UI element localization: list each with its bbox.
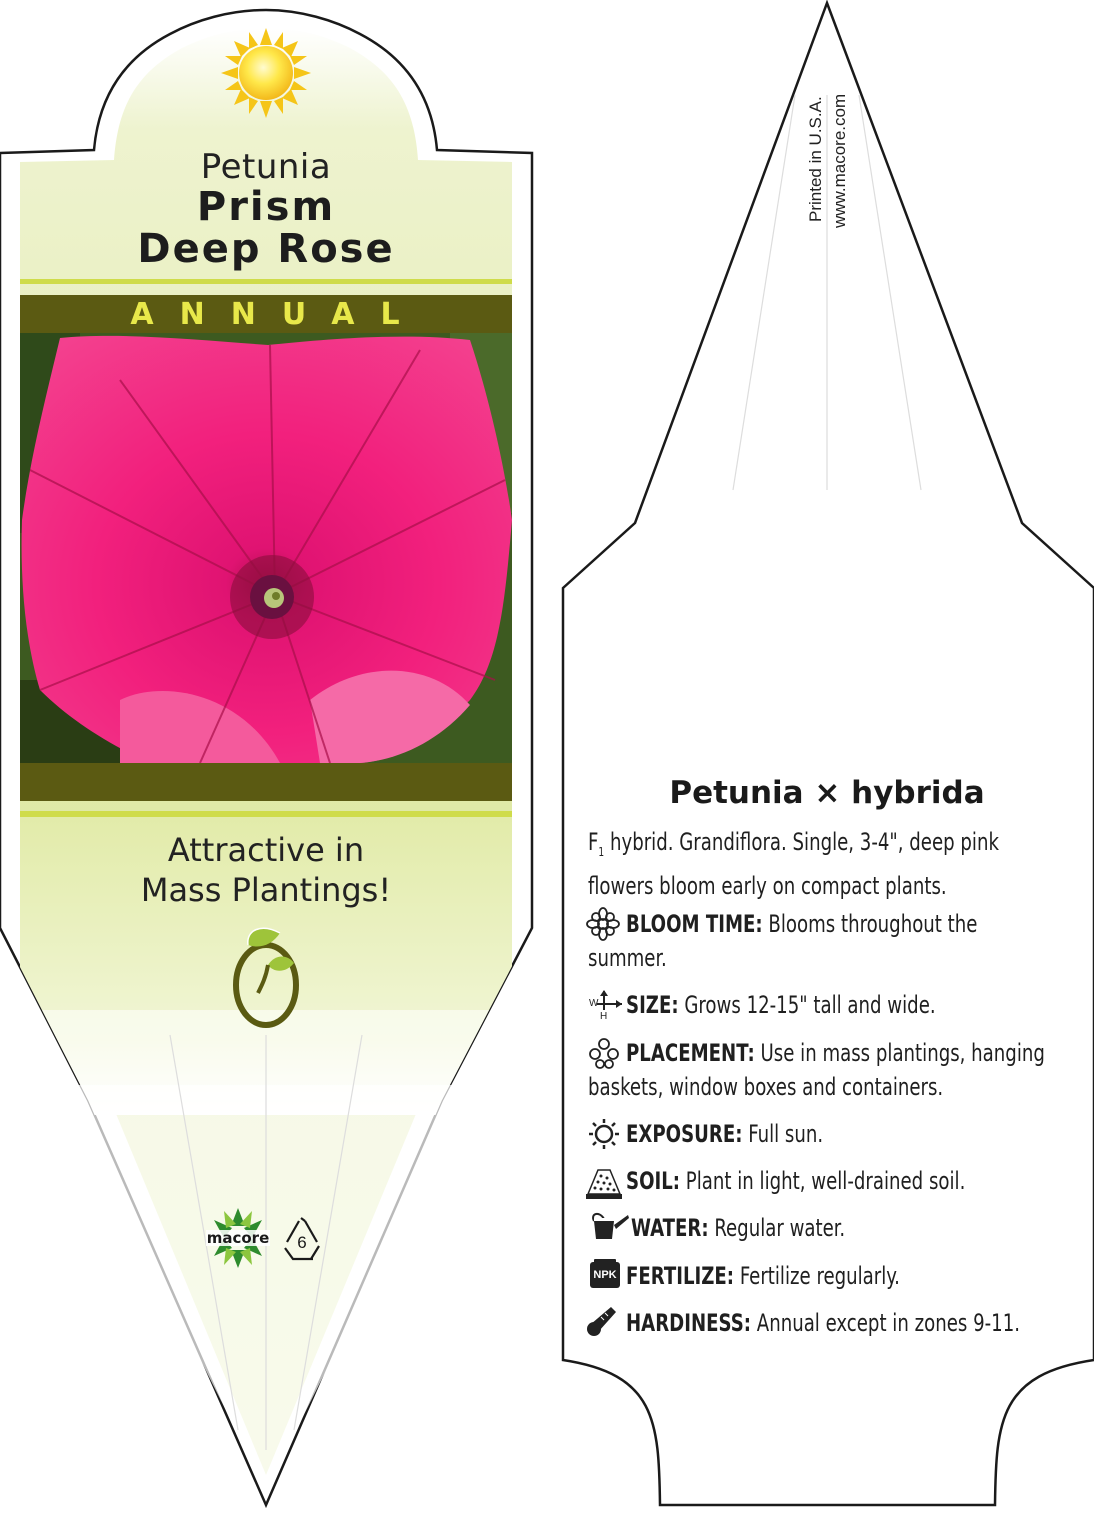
website: www.macore.com (830, 93, 849, 228)
hardiness: HARDINESS: Annual except in zones 9-11. (626, 1309, 1021, 1337)
printed-in: Printed in U.S.A. (806, 96, 825, 222)
soil: SOIL: Plant in light, well-drained soil. (626, 1167, 966, 1195)
recycle-number: 6 (297, 1233, 307, 1252)
category-label: ANNUAL (130, 297, 426, 332)
tagline-line2: Mass Plantings! (140, 871, 392, 909)
description: $F_1$ hybrid. Grandiflora. Single, 3-4", deep pink flowers bloom early on compact plants. (588, 828, 999, 900)
size: SIZE: Grows 12-15" tall and wide. (626, 991, 936, 1019)
fertilize: FERTILIZE: Fertilize regularly. (626, 1262, 900, 1290)
variety-name-line1: Prism (196, 184, 336, 230)
brand-name: macore (206, 1229, 270, 1247)
size-h-label: H (600, 1011, 608, 1022)
water: WATER: Regular water. (631, 1214, 846, 1242)
bloom-time-cont: summer. (588, 944, 667, 972)
common-name: Petunia (200, 147, 332, 187)
placement-cont: baskets, window boxes and containers. (588, 1073, 944, 1101)
sun-icon (221, 28, 311, 118)
exposure: EXPOSURE: Full sun. (626, 1120, 824, 1148)
flower-photo (20, 333, 512, 763)
scientific-name: Petunia × hybrida (669, 775, 985, 811)
tagline-line1: Attractive in (167, 831, 365, 869)
npk-label: NPK (593, 1269, 617, 1281)
bloom-time: BLOOM TIME: Blooms throughout the (626, 910, 978, 938)
placement: PLACEMENT: Use in mass plantings, hanging (626, 1039, 1045, 1067)
variety-name-line2: Deep Rose (137, 226, 395, 272)
size-w-label: W (589, 998, 599, 1009)
